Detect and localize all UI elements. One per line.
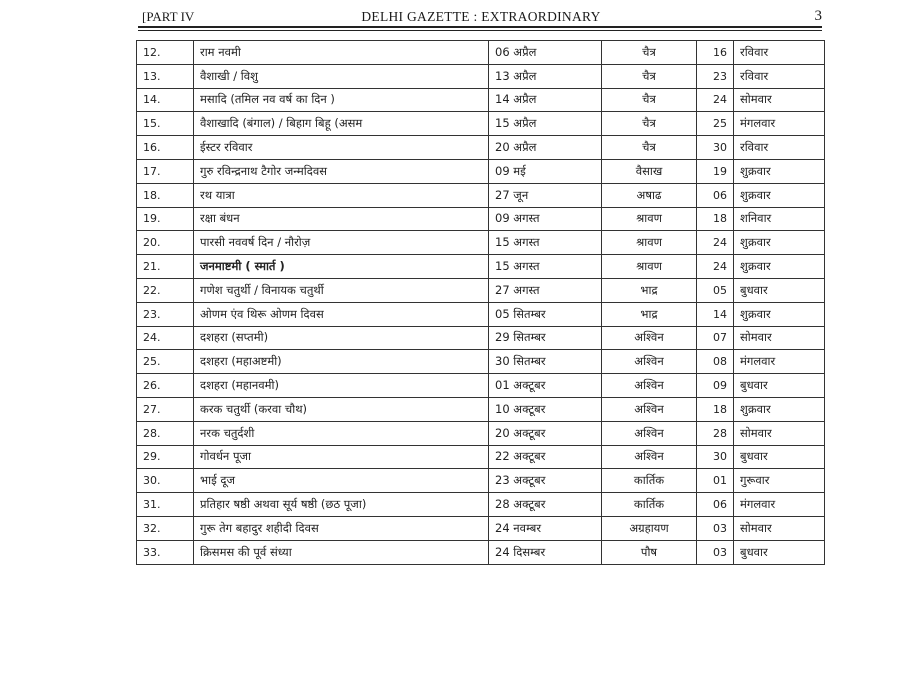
saka-month-cell: श्रावण (602, 231, 697, 255)
table-row (137, 516, 825, 540)
weekday-cell: शुक्रवार (734, 255, 825, 279)
holiday-name-cell: दशहरा (सप्तमी) (194, 326, 489, 350)
table-row (137, 350, 825, 374)
saka-month-cell: चैत्र (602, 112, 697, 136)
saka-month-cell: चैत्र (602, 64, 697, 88)
weekday-cell: गुरूवार (734, 469, 825, 493)
gregorian-date-cell: 27 अगस्त (489, 278, 602, 302)
gregorian-date-cell: 13 अप्रैल (489, 64, 602, 88)
table-row (137, 88, 825, 112)
weekday-cell: शुक्रवार (734, 183, 825, 207)
serial-number-cell: 12. (137, 41, 194, 65)
gregorian-date-cell: 24 दिसम्बर (489, 540, 602, 564)
serial-number-cell: 18. (137, 183, 194, 207)
holiday-name-cell: वैशाखादि (बंगाल) / बिहाग बिहू (असम (194, 112, 489, 136)
table-row (137, 64, 825, 88)
table-row (137, 112, 825, 136)
holiday-name-cell: दशहरा (महानवमी) (194, 374, 489, 398)
table-row (137, 421, 825, 445)
saka-month-cell: अषाढ (602, 183, 697, 207)
gregorian-date-cell: 20 अक्टूबर (489, 421, 602, 445)
weekday-cell: शुक्रवार (734, 397, 825, 421)
serial-number-cell: 26. (137, 374, 194, 398)
holiday-name-cell: क्रिसमस की पूर्व संध्या (194, 540, 489, 564)
table-row (137, 278, 825, 302)
saka-day-cell: 28 (697, 421, 734, 445)
saka-month-cell: श्रावण (602, 255, 697, 279)
saka-day-cell: 14 (697, 302, 734, 326)
saka-day-cell: 06 (697, 183, 734, 207)
saka-day-cell: 19 (697, 159, 734, 183)
weekday-cell: रविवार (734, 136, 825, 160)
gregorian-date-cell: 27 जून (489, 183, 602, 207)
saka-day-cell: 30 (697, 445, 734, 469)
saka-day-cell: 09 (697, 374, 734, 398)
weekday-cell: बुधवार (734, 374, 825, 398)
saka-month-cell: चैत्र (602, 136, 697, 160)
saka-day-cell: 01 (697, 469, 734, 493)
holiday-table-body (137, 41, 825, 565)
serial-number-cell: 27. (137, 397, 194, 421)
serial-number-cell: 31. (137, 493, 194, 517)
table-row (137, 136, 825, 160)
gregorian-date-cell: 01 अक्टूबर (489, 374, 602, 398)
saka-day-cell: 05 (697, 278, 734, 302)
saka-day-cell: 23 (697, 64, 734, 88)
holiday-name-cell: पारसी नववर्ष दिन / नौरोज़ (194, 231, 489, 255)
gregorian-date-cell: 30 सितम्बर (489, 350, 602, 374)
serial-number-cell: 19. (137, 207, 194, 231)
saka-day-cell: 03 (697, 540, 734, 564)
holiday-name-cell: मसादि (तमिल नव वर्ष का दिन ) (194, 88, 489, 112)
saka-day-cell: 18 (697, 397, 734, 421)
weekday-cell: रविवार (734, 41, 825, 65)
gregorian-date-cell: 09 अगस्त (489, 207, 602, 231)
table-row (137, 255, 825, 279)
serial-number-cell: 13. (137, 64, 194, 88)
serial-number-cell: 30. (137, 469, 194, 493)
serial-number-cell: 32. (137, 516, 194, 540)
holiday-name-cell: भाई दूज (194, 469, 489, 493)
gregorian-date-cell: 23 अक्टूबर (489, 469, 602, 493)
table-row (137, 302, 825, 326)
saka-month-cell: अश्विन (602, 445, 697, 469)
gregorian-date-cell: 15 अगस्त (489, 255, 602, 279)
holiday-name-cell: गुरु रविन्द्रनाथ टैगोर जन्मदिवस (194, 159, 489, 183)
page-number: 3 (814, 8, 822, 24)
serial-number-cell: 29. (137, 445, 194, 469)
gregorian-date-cell: 28 अक्टूबर (489, 493, 602, 517)
gregorian-date-cell: 09 मई (489, 159, 602, 183)
table-row (137, 469, 825, 493)
serial-number-cell: 20. (137, 231, 194, 255)
saka-month-cell: अग्रहायण (602, 516, 697, 540)
holiday-name-cell: राम नवमी (194, 41, 489, 65)
weekday-cell: सोमवार (734, 326, 825, 350)
table-row (137, 397, 825, 421)
table-row (137, 207, 825, 231)
table-row (137, 540, 825, 564)
serial-number-cell: 16. (137, 136, 194, 160)
serial-number-cell: 17. (137, 159, 194, 183)
saka-month-cell: अश्विन (602, 350, 697, 374)
weekday-cell: बुधवार (734, 278, 825, 302)
table-row (137, 445, 825, 469)
holiday-name-cell: जनमाष्टमी ( स्मार्त ) (194, 255, 489, 279)
weekday-cell: सोमवार (734, 88, 825, 112)
weekday-cell: शुक्रवार (734, 302, 825, 326)
weekday-cell: सोमवार (734, 421, 825, 445)
weekday-cell: शुक्रवार (734, 159, 825, 183)
serial-number-cell: 21. (137, 255, 194, 279)
saka-day-cell: 24 (697, 255, 734, 279)
holiday-name-cell: गुरू तेग बहादुर शहीदी दिवस (194, 516, 489, 540)
gregorian-date-cell: 15 अप्रैल (489, 112, 602, 136)
saka-day-cell: 25 (697, 112, 734, 136)
weekday-cell: मंगलवार (734, 112, 825, 136)
gazette-title: DELHI GAZETTE : EXTRAORDINARY (361, 9, 601, 24)
saka-month-cell: वैसाख (602, 159, 697, 183)
serial-number-cell: 28. (137, 421, 194, 445)
table-row (137, 183, 825, 207)
serial-number-cell: 22. (137, 278, 194, 302)
saka-month-cell: पौष (602, 540, 697, 564)
gregorian-date-cell: 05 सितम्बर (489, 302, 602, 326)
weekday-cell: शुक्रवार (734, 231, 825, 255)
table-row (137, 493, 825, 517)
holiday-name-cell: ओणम एंव थिरू ओणम दिवस (194, 302, 489, 326)
holiday-name-cell: ईस्टर रविवार (194, 136, 489, 160)
saka-month-cell: कार्तिक (602, 469, 697, 493)
header-rule-thin (138, 30, 822, 31)
saka-day-cell: 08 (697, 350, 734, 374)
holiday-name-cell: प्रतिहार षष्ठी अथवा सूर्य षष्ठी (छठ पूजा) (194, 493, 489, 517)
saka-month-cell: भाद्र (602, 278, 697, 302)
table-row (137, 159, 825, 183)
saka-day-cell: 24 (697, 88, 734, 112)
holiday-name-cell: गोवर्धन पूजा (194, 445, 489, 469)
saka-month-cell: चैत्र (602, 41, 697, 65)
weekday-cell: बुधवार (734, 540, 825, 564)
gregorian-date-cell: 06 अप्रैल (489, 41, 602, 65)
weekday-cell: रविवार (734, 64, 825, 88)
holiday-table (136, 40, 825, 565)
serial-number-cell: 25. (137, 350, 194, 374)
saka-day-cell: 30 (697, 136, 734, 160)
saka-day-cell: 18 (697, 207, 734, 231)
holiday-name-cell: नरक चतुर्दशी (194, 421, 489, 445)
holiday-name-cell: दशहरा (महाअष्टमी) (194, 350, 489, 374)
saka-day-cell: 03 (697, 516, 734, 540)
gregorian-date-cell: 22 अक्टूबर (489, 445, 602, 469)
gregorian-date-cell: 20 अप्रैल (489, 136, 602, 160)
saka-month-cell: अश्विन (602, 421, 697, 445)
header-rule-thick (138, 26, 822, 28)
saka-day-cell: 24 (697, 231, 734, 255)
saka-day-cell: 06 (697, 493, 734, 517)
saka-month-cell: अश्विन (602, 397, 697, 421)
table-row (137, 231, 825, 255)
holiday-name-cell: वैशाखी / विशु (194, 64, 489, 88)
holiday-name-cell: गणेश चतुर्थी / विनायक चतुर्थी (194, 278, 489, 302)
saka-day-cell: 16 (697, 41, 734, 65)
holiday-name-cell: करक चतुर्थी (करवा चौथ) (194, 397, 489, 421)
saka-day-cell: 07 (697, 326, 734, 350)
serial-number-cell: 33. (137, 540, 194, 564)
weekday-cell: मंगलवार (734, 350, 825, 374)
serial-number-cell: 15. (137, 112, 194, 136)
gregorian-date-cell: 15 अगस्त (489, 231, 602, 255)
saka-month-cell: भाद्र (602, 302, 697, 326)
saka-month-cell: श्रावण (602, 207, 697, 231)
serial-number-cell: 14. (137, 88, 194, 112)
part-label: [PART IV (142, 9, 195, 24)
saka-month-cell: कार्तिक (602, 493, 697, 517)
weekday-cell: बुधवार (734, 445, 825, 469)
weekday-cell: मंगलवार (734, 493, 825, 517)
gregorian-date-cell: 10 अक्टूबर (489, 397, 602, 421)
table-row (137, 41, 825, 65)
saka-month-cell: अश्विन (602, 326, 697, 350)
serial-number-cell: 23. (137, 302, 194, 326)
weekday-cell: शनिवार (734, 207, 825, 231)
saka-month-cell: चैत्र (602, 88, 697, 112)
table-row (137, 326, 825, 350)
gregorian-date-cell: 14 अप्रैल (489, 88, 602, 112)
page-header (140, 7, 822, 27)
holiday-name-cell: रथ यात्रा (194, 183, 489, 207)
gregorian-date-cell: 24 नवम्बर (489, 516, 602, 540)
table-row (137, 374, 825, 398)
gregorian-date-cell: 29 सितम्बर (489, 326, 602, 350)
serial-number-cell: 24. (137, 326, 194, 350)
saka-month-cell: अश्विन (602, 374, 697, 398)
holiday-name-cell: रक्षा बंधन (194, 207, 489, 231)
weekday-cell: सोमवार (734, 516, 825, 540)
